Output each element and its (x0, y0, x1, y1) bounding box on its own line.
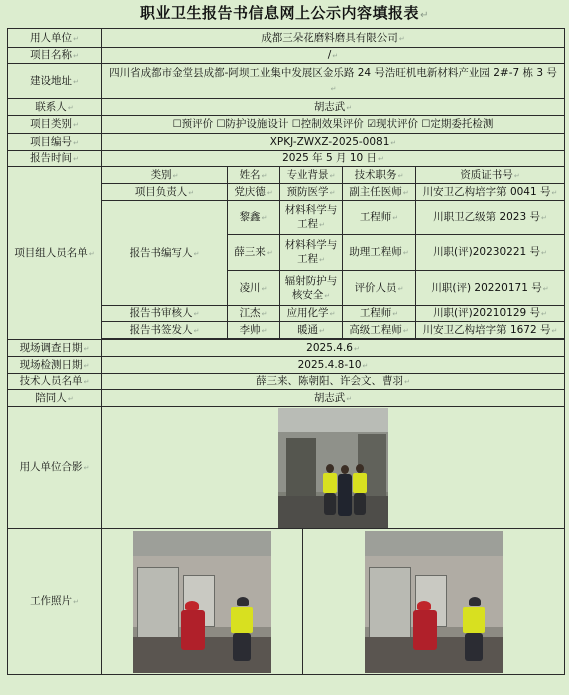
survey-date-label: 现场调查日期 ↵ (8, 340, 102, 357)
group-photo (278, 408, 388, 528)
writer-1-cert: 川职卫乙级第 2023 号 ↵ (416, 201, 565, 235)
report-time-value: 2025 年 5 月 10 日 ↵ (102, 151, 565, 167)
checkbox-icon: ☐ (421, 119, 431, 130)
writer-2-major: 材料科学与工程 ↵ (280, 235, 343, 271)
writer-1-title: 工程师 ↵ (343, 201, 416, 235)
project-name-value: / ↵ (102, 48, 565, 64)
row-work-photos (8, 529, 565, 675)
writer-1-name: 黎鑫 ↵ (228, 201, 280, 235)
reviewer-name: 江杰 ↵ (228, 306, 280, 322)
leader-cert: 川安卫乙构培字第 0041 号 ↵ (416, 184, 565, 201)
checkbox-icon: ☐ (291, 119, 301, 130)
reviewer-cert: 川职(评)20210129 号 ↵ (416, 306, 565, 322)
signer-cert: 川安卫乙构培字第 1672 号 ↵ (416, 322, 565, 339)
option-pre-eval[interactable]: ☐预评价 (172, 118, 214, 130)
leader-title: 副主任医师 ↵ (343, 184, 416, 201)
work-photos-label: 工作照片 ↵ (8, 529, 102, 675)
writer-3-title: 评价人员 ↵ (343, 271, 416, 306)
info-table (7, 28, 565, 675)
group-photo-cell (102, 407, 565, 529)
writer-3-name: 凌川 ↵ (228, 271, 280, 306)
reviewer-role: 报告书审核人 ↵ (102, 306, 228, 322)
row-survey-date (8, 340, 565, 357)
option-periodic-detection[interactable]: ☐定期委托检测 (421, 118, 494, 130)
col-header-cert: 资质证书号 ↵ (416, 167, 565, 184)
group-photo-label: 用人单位合影 ↵ (8, 407, 102, 529)
survey-date-value: 2025.4.6 ↵ (102, 340, 565, 357)
project-no-value: XPKJ-ZWXZ-2025-0081 ↵ (102, 134, 565, 151)
checkbox-icon: ☐ (172, 119, 182, 130)
row-technicians (8, 374, 565, 390)
checkbox-checked-icon: ☑ (367, 119, 377, 130)
detection-date-label: 现场检测日期 ↵ (8, 357, 102, 374)
reviewer-title: 工程师 ↵ (343, 306, 416, 322)
technicians-label: 技术人员名单 ↵ (8, 374, 102, 390)
row-employer (8, 29, 565, 48)
writers-role: 报告书编写人 ↵ (102, 201, 228, 306)
work-photo-1 (133, 531, 271, 673)
row-address (8, 64, 565, 99)
employer-label: 用人单位 ↵ (8, 29, 102, 48)
row-group-photo (8, 407, 565, 529)
writer-2-cert: 川职(评)20230221 号 ↵ (416, 235, 565, 271)
project-name-label: 项目名称 ↵ (8, 48, 102, 64)
writer-1-major: 材料科学与工程 ↵ (280, 201, 343, 235)
row-category (8, 116, 565, 134)
signer-name: 李帅 ↵ (228, 322, 280, 339)
writer-3-cert: 川职(评) 20220171 号 ↵ (416, 271, 565, 306)
leader-name: 党庆德 ↵ (228, 184, 280, 201)
col-header-title: 技术职务 ↵ (343, 167, 416, 184)
signer-title: 高级工程师 ↵ (343, 322, 416, 339)
writer-3-major: 辐射防护与核安全 ↵ (280, 271, 343, 306)
employer-value: 成都三朵花磨料磨具有限公司 ↵ (102, 29, 565, 48)
escort-value: 胡志武 ↵ (102, 390, 565, 407)
row-project-name (8, 48, 565, 64)
category-label: 项目类别 ↵ (8, 116, 102, 134)
option-control-eval[interactable]: ☐控制效果评价 (291, 118, 364, 130)
col-header-category: 类别 ↵ (102, 167, 228, 184)
project-no-label: 项目编号 ↵ (8, 134, 102, 151)
technicians-value: 薛三来、陈朝阳、许会文、曹羽 ↵ (102, 374, 565, 390)
signer-major: 暖通 ↵ (280, 322, 343, 339)
team-header-row (8, 167, 565, 184)
contact-label: 联系人 ↵ (8, 99, 102, 116)
row-detection-date (8, 357, 565, 374)
reviewer-major: 应用化学 ↵ (280, 306, 343, 322)
work-photo-2 (365, 531, 503, 673)
category-options (102, 116, 565, 134)
col-header-name: 姓名 ↵ (228, 167, 280, 184)
contact-value: 胡志武 ↵ (102, 99, 565, 116)
writer-2-name: 薛三来 ↵ (228, 235, 280, 271)
team-label: 项目组人员名单 ↵ (8, 167, 102, 340)
leader-role: 项目负责人 ↵ (102, 184, 228, 201)
option-status-eval[interactable]: ☑现状评价 (367, 118, 419, 130)
report-time-label: 报告时间 ↵ (8, 151, 102, 167)
work-photo-2-cell (303, 529, 565, 675)
row-contact (8, 99, 565, 116)
address-value: 四川省成都市金堂县成都-阿坝工业集中发展区金乐路 24 号浩旺机电新材料产业园 2#-7 栋 3 号 ↵ (102, 64, 565, 99)
signer-role: 报告书签发人 ↵ (102, 322, 228, 339)
page-title: 职业卫生报告书信息网上公示内容填报表↵ (140, 4, 429, 22)
col-header-major: 专业背景 ↵ (280, 167, 343, 184)
option-protection-design[interactable]: ☐防护设施设计 (216, 118, 289, 130)
row-project-no (8, 134, 565, 151)
writer-2-title: 助理工程师 ↵ (343, 235, 416, 271)
row-escort (8, 390, 565, 407)
address-label: 建设地址 ↵ (8, 64, 102, 99)
checkbox-icon: ☐ (216, 119, 226, 130)
detection-date-value: 2025.4.8-10 ↵ (102, 357, 565, 374)
work-photo-1-cell (102, 529, 303, 675)
escort-label: 陪同人 ↵ (8, 390, 102, 407)
leader-major: 预防医学 ↵ (280, 184, 343, 201)
row-report-time (8, 151, 565, 167)
